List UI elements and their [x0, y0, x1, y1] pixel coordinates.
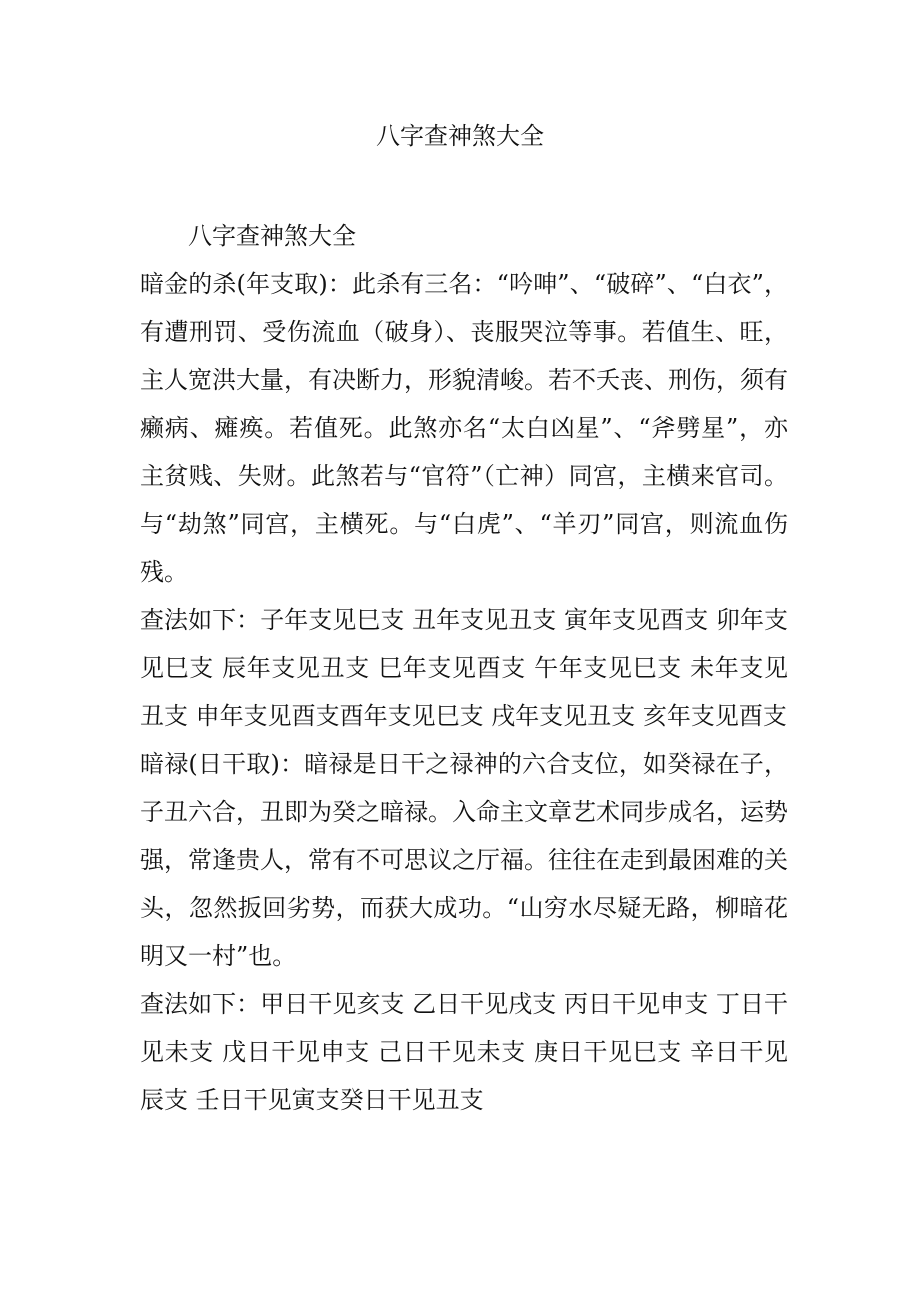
paragraph-anjin-lookup: 查法如下：子年支见巳支 丑年支见丑支 寅年支见酉支 卯年支见巳支 辰年支见丑支 巳年支见酉支 午年支见巳支 未年支见丑支 申年支见酉支酉年支见巳支 戌年支见丑支 亥年支见酉支: [140, 606, 788, 730]
document-body: [140, 212, 788, 1124]
document-title: 八字查神煞大全: [376, 122, 544, 150]
paragraph-anlu-desc: 暗禄(日干取)：暗禄是日干之禄神的六合支位，如癸禄在子，子丑六合，丑即为癸之暗禄。入命主文章艺术同步成名，运势强，常逢贵人，常有不可思议之厅福。往往在走到最困难的关头，忽然扳回劣势，而获大成功。“山穷水尽疑无路，柳暗花明又一村”也。: [140, 750, 788, 970]
document-subtitle: 八字查神煞大全: [188, 222, 356, 250]
paragraph-anlu-lookup: 查法如下：甲日干见亥支 乙日干见戌支 丙日干见申支 丁日干见未支 戊日干见申支 己日干见未支 庚日干见巳支 辛日干见辰支 壬日干见寅支癸日干见丑支: [140, 990, 788, 1114]
paragraph-anjin-desc: 暗金的杀(年支取)：此杀有三名：“吟呻”、“破碎”、“白衣”，有遭刑罚、受伤流血（破身）、丧服哭泣等事。若值生、旺，主人宽洪大量，有决断力，形貌清峻。若不夭丧、刑伤，须有癞病、瘫痪。若值死。此煞亦名“太白凶星”、“斧劈星”，亦主贫贱、失财。此煞若与“官符”（亡神）同宫，主横来官司。与“劫煞”同宫，主横死。与“白虎”、“羊刃”同宫，则流血伤残。: [140, 270, 788, 586]
